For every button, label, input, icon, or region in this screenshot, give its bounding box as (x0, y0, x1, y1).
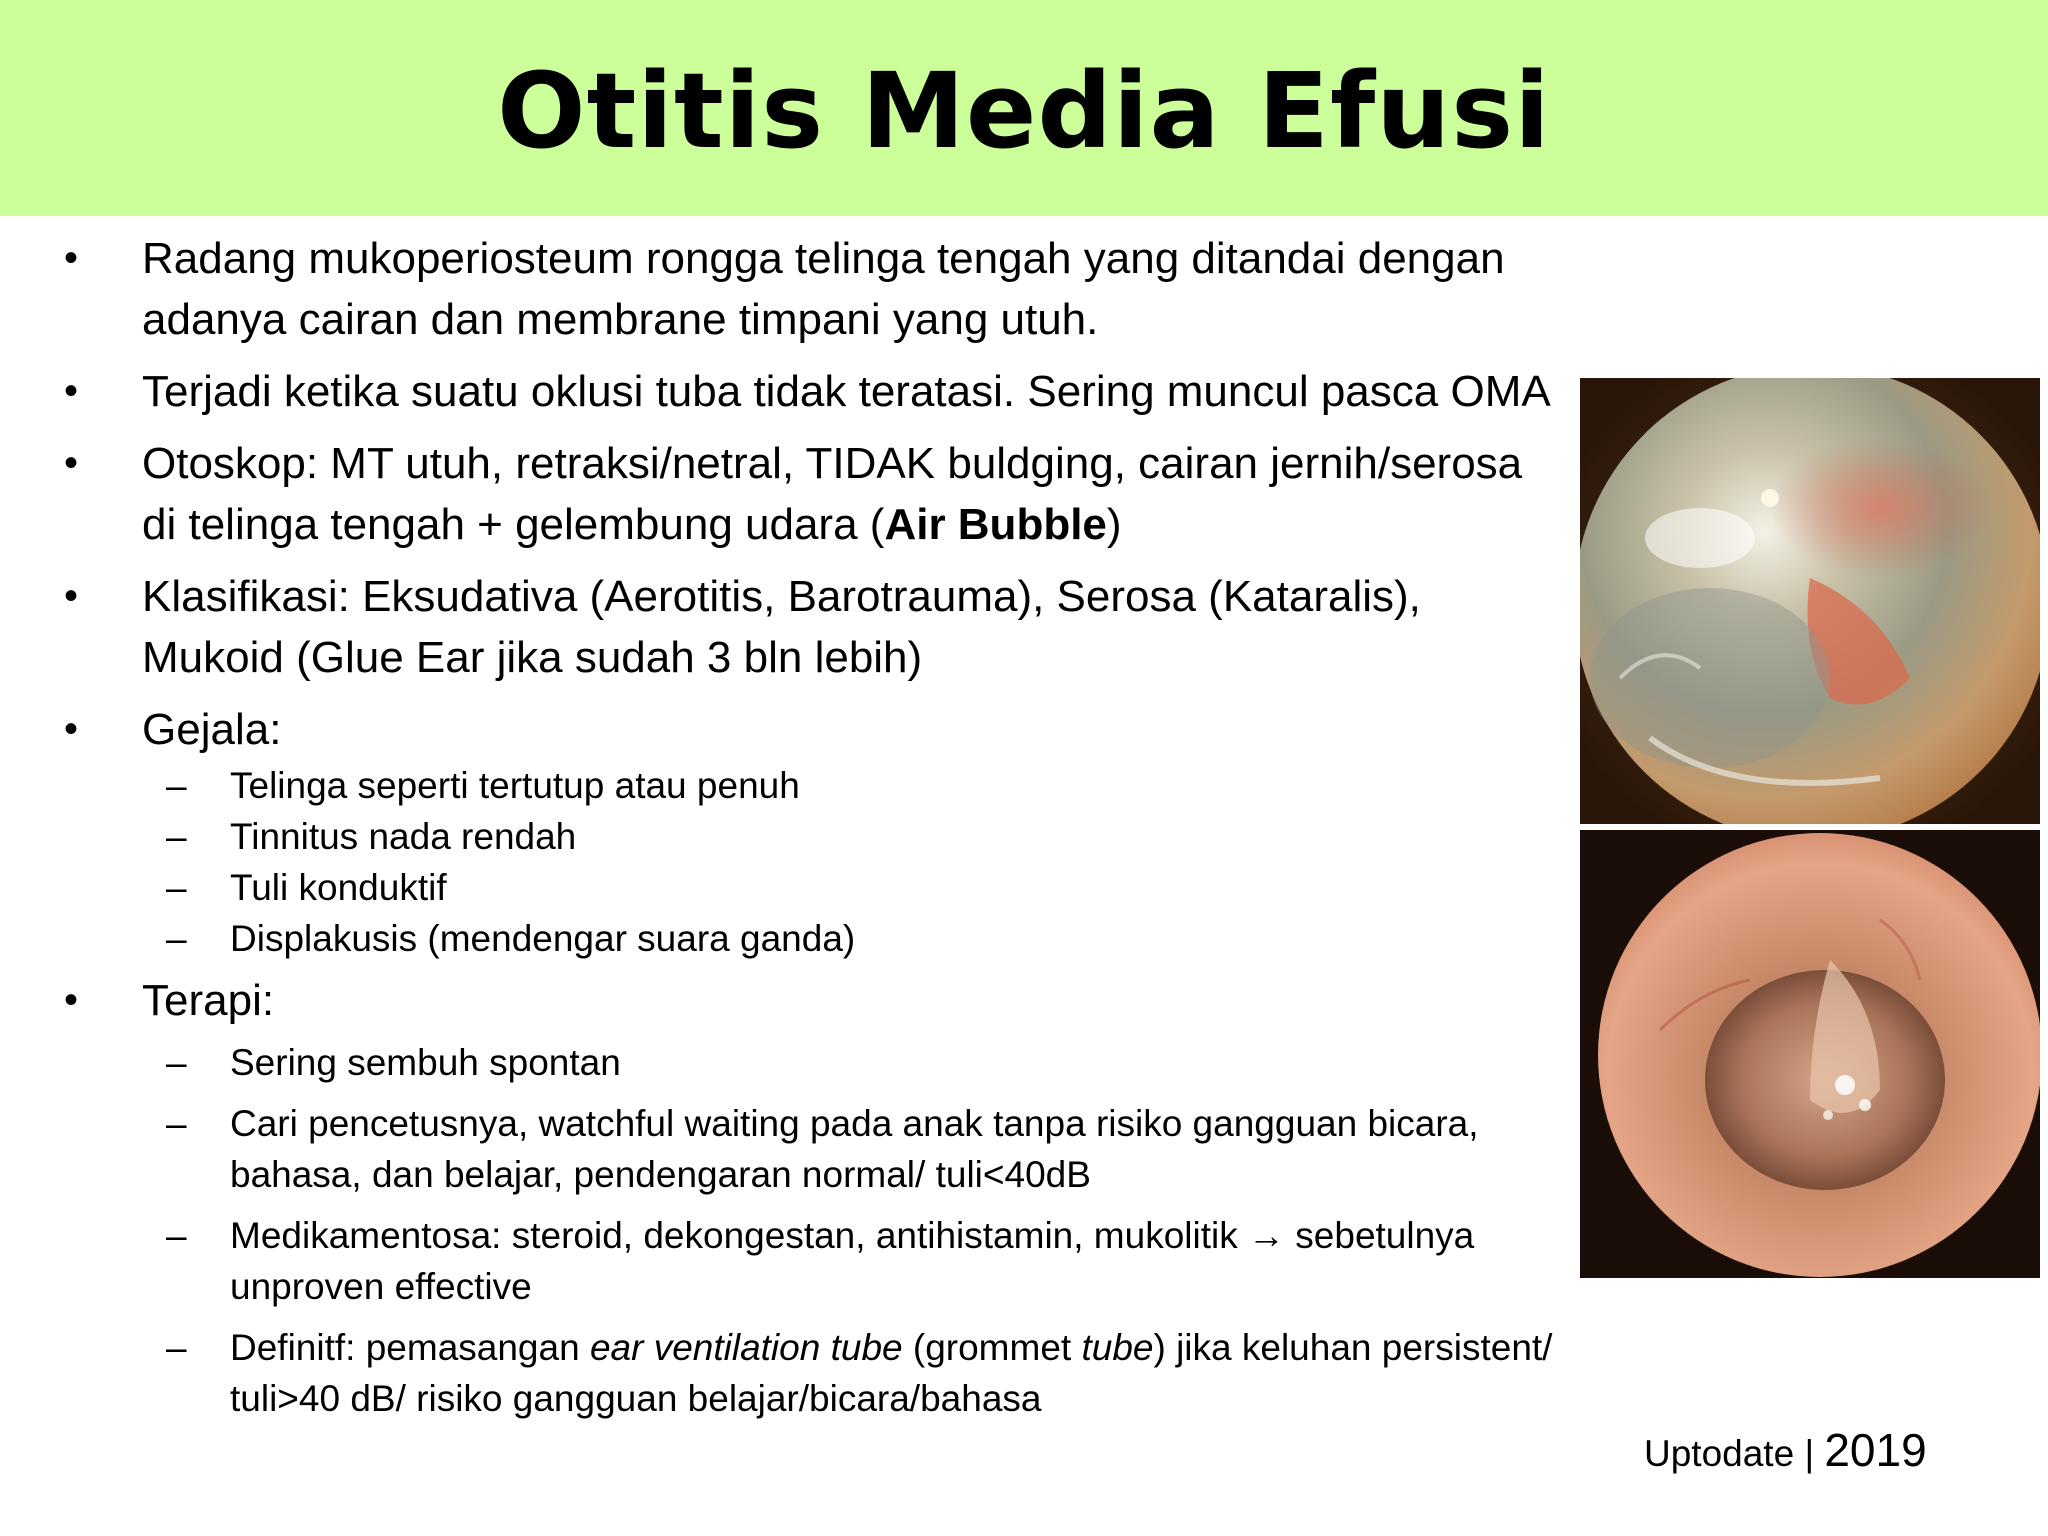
slide-title: Otitis Media Efusi (497, 50, 1551, 172)
bullet-cause (60, 361, 1560, 422)
therapy-item (60, 1098, 1560, 1200)
bullet-text: Klasifikasi: Eksudativa (Aerotitis, Barotrauma), Serosa (Kataralis), Mukoid (Glue Ear jika sudah 3 bln lebih) (142, 572, 1421, 682)
citation-year: 2019 (1824, 1424, 1927, 1476)
therapy-text-italic: tube (1081, 1327, 1154, 1368)
dash-marker: – (166, 918, 187, 959)
bullet-text-end: ) (1106, 500, 1122, 549)
dash-marker: – (166, 1042, 187, 1083)
therapy-text-end: ) jika keluhan persistent/ tuli>40 dB/ risiko gangguan belajar/bicara/bahasa (230, 1327, 1553, 1419)
bullet-text-start: Otoskop: MT utuh, retraksi/netral, TIDAK buldging, cairan jernih/serosa di telinga tengah + gelembung udara ( (142, 439, 1523, 549)
otoscopy-photo-top (1580, 378, 2040, 824)
citation-source: Uptodate | (1644, 1433, 1825, 1474)
citation (1644, 1420, 1927, 1484)
bullet-definition (60, 228, 1560, 350)
dash-marker: – (166, 1215, 187, 1256)
bullet-therapy (60, 970, 1560, 1424)
dash-marker: – (166, 765, 187, 806)
therapy-text: Medikamentosa: steroid, dekongestan, antihistamin, mukolitik → sebetulnya unproven effective (230, 1215, 1475, 1307)
symptoms-sublist (142, 760, 1560, 964)
bullet-text: Gejala: (142, 705, 282, 754)
bullet-text: Terjadi ketika suatu oklusi tuba tidak teratasi. Sering muncul pasca OMA (142, 367, 1551, 416)
bullet-list (60, 228, 1560, 1435)
bullet-classification (60, 566, 1560, 688)
symptom-text: Tuli konduktif (230, 867, 447, 908)
symptom-text: Telinga seperti tertutup atau penuh (230, 765, 800, 806)
bullet-dot: • (64, 236, 79, 280)
otoscopy-photo-bottom (1580, 830, 2040, 1278)
therapy-text: Sering sembuh spontan (230, 1042, 621, 1083)
symptom-item (60, 862, 1560, 913)
symptom-text: Tinnitus nada rendah (230, 816, 577, 857)
title-band (0, 0, 2048, 216)
otoscopy-figure (1580, 378, 2040, 1278)
dash-marker: – (166, 867, 187, 908)
bullet-dot: • (64, 978, 79, 1022)
symptom-item (60, 811, 1560, 862)
dash-marker: – (166, 816, 187, 857)
bullet-dot: • (64, 574, 79, 618)
therapy-item (60, 1037, 1560, 1088)
dash-marker: – (166, 1327, 187, 1368)
therapy-text-start: Definitf: pemasangan (230, 1327, 590, 1368)
therapy-item (60, 1210, 1560, 1312)
therapy-sublist (142, 1037, 1560, 1424)
therapy-text: Cari pencetusnya, watchful waiting pada anak tanpa risiko gangguan bicara, bahasa, dan belajar, pendengaran normal/ tuli<40dB (230, 1103, 1479, 1195)
bullet-text: Radang mukoperiosteum rongga telinga tengah yang ditandai dengan adanya cairan dan membrane timpani yang utuh. (142, 234, 1505, 344)
therapy-item (60, 1322, 1560, 1424)
dash-marker: – (166, 1103, 187, 1144)
bullet-otoscopy (60, 433, 1560, 555)
bullet-dot: • (64, 369, 79, 413)
bullet-dot: • (64, 707, 79, 751)
bullet-dot: • (64, 441, 79, 485)
bullet-text: Terapi: (142, 976, 275, 1025)
symptom-item (60, 913, 1560, 964)
symptom-text: Displakusis (mendengar suara ganda) (230, 918, 856, 959)
bullet-symptoms (60, 699, 1560, 964)
therapy-text-mid: (grommet (902, 1327, 1082, 1368)
symptom-item (60, 760, 1560, 811)
therapy-text-italic: ear ventilation tube (589, 1327, 903, 1368)
bullet-text-bold: Air Bubble (884, 500, 1107, 549)
